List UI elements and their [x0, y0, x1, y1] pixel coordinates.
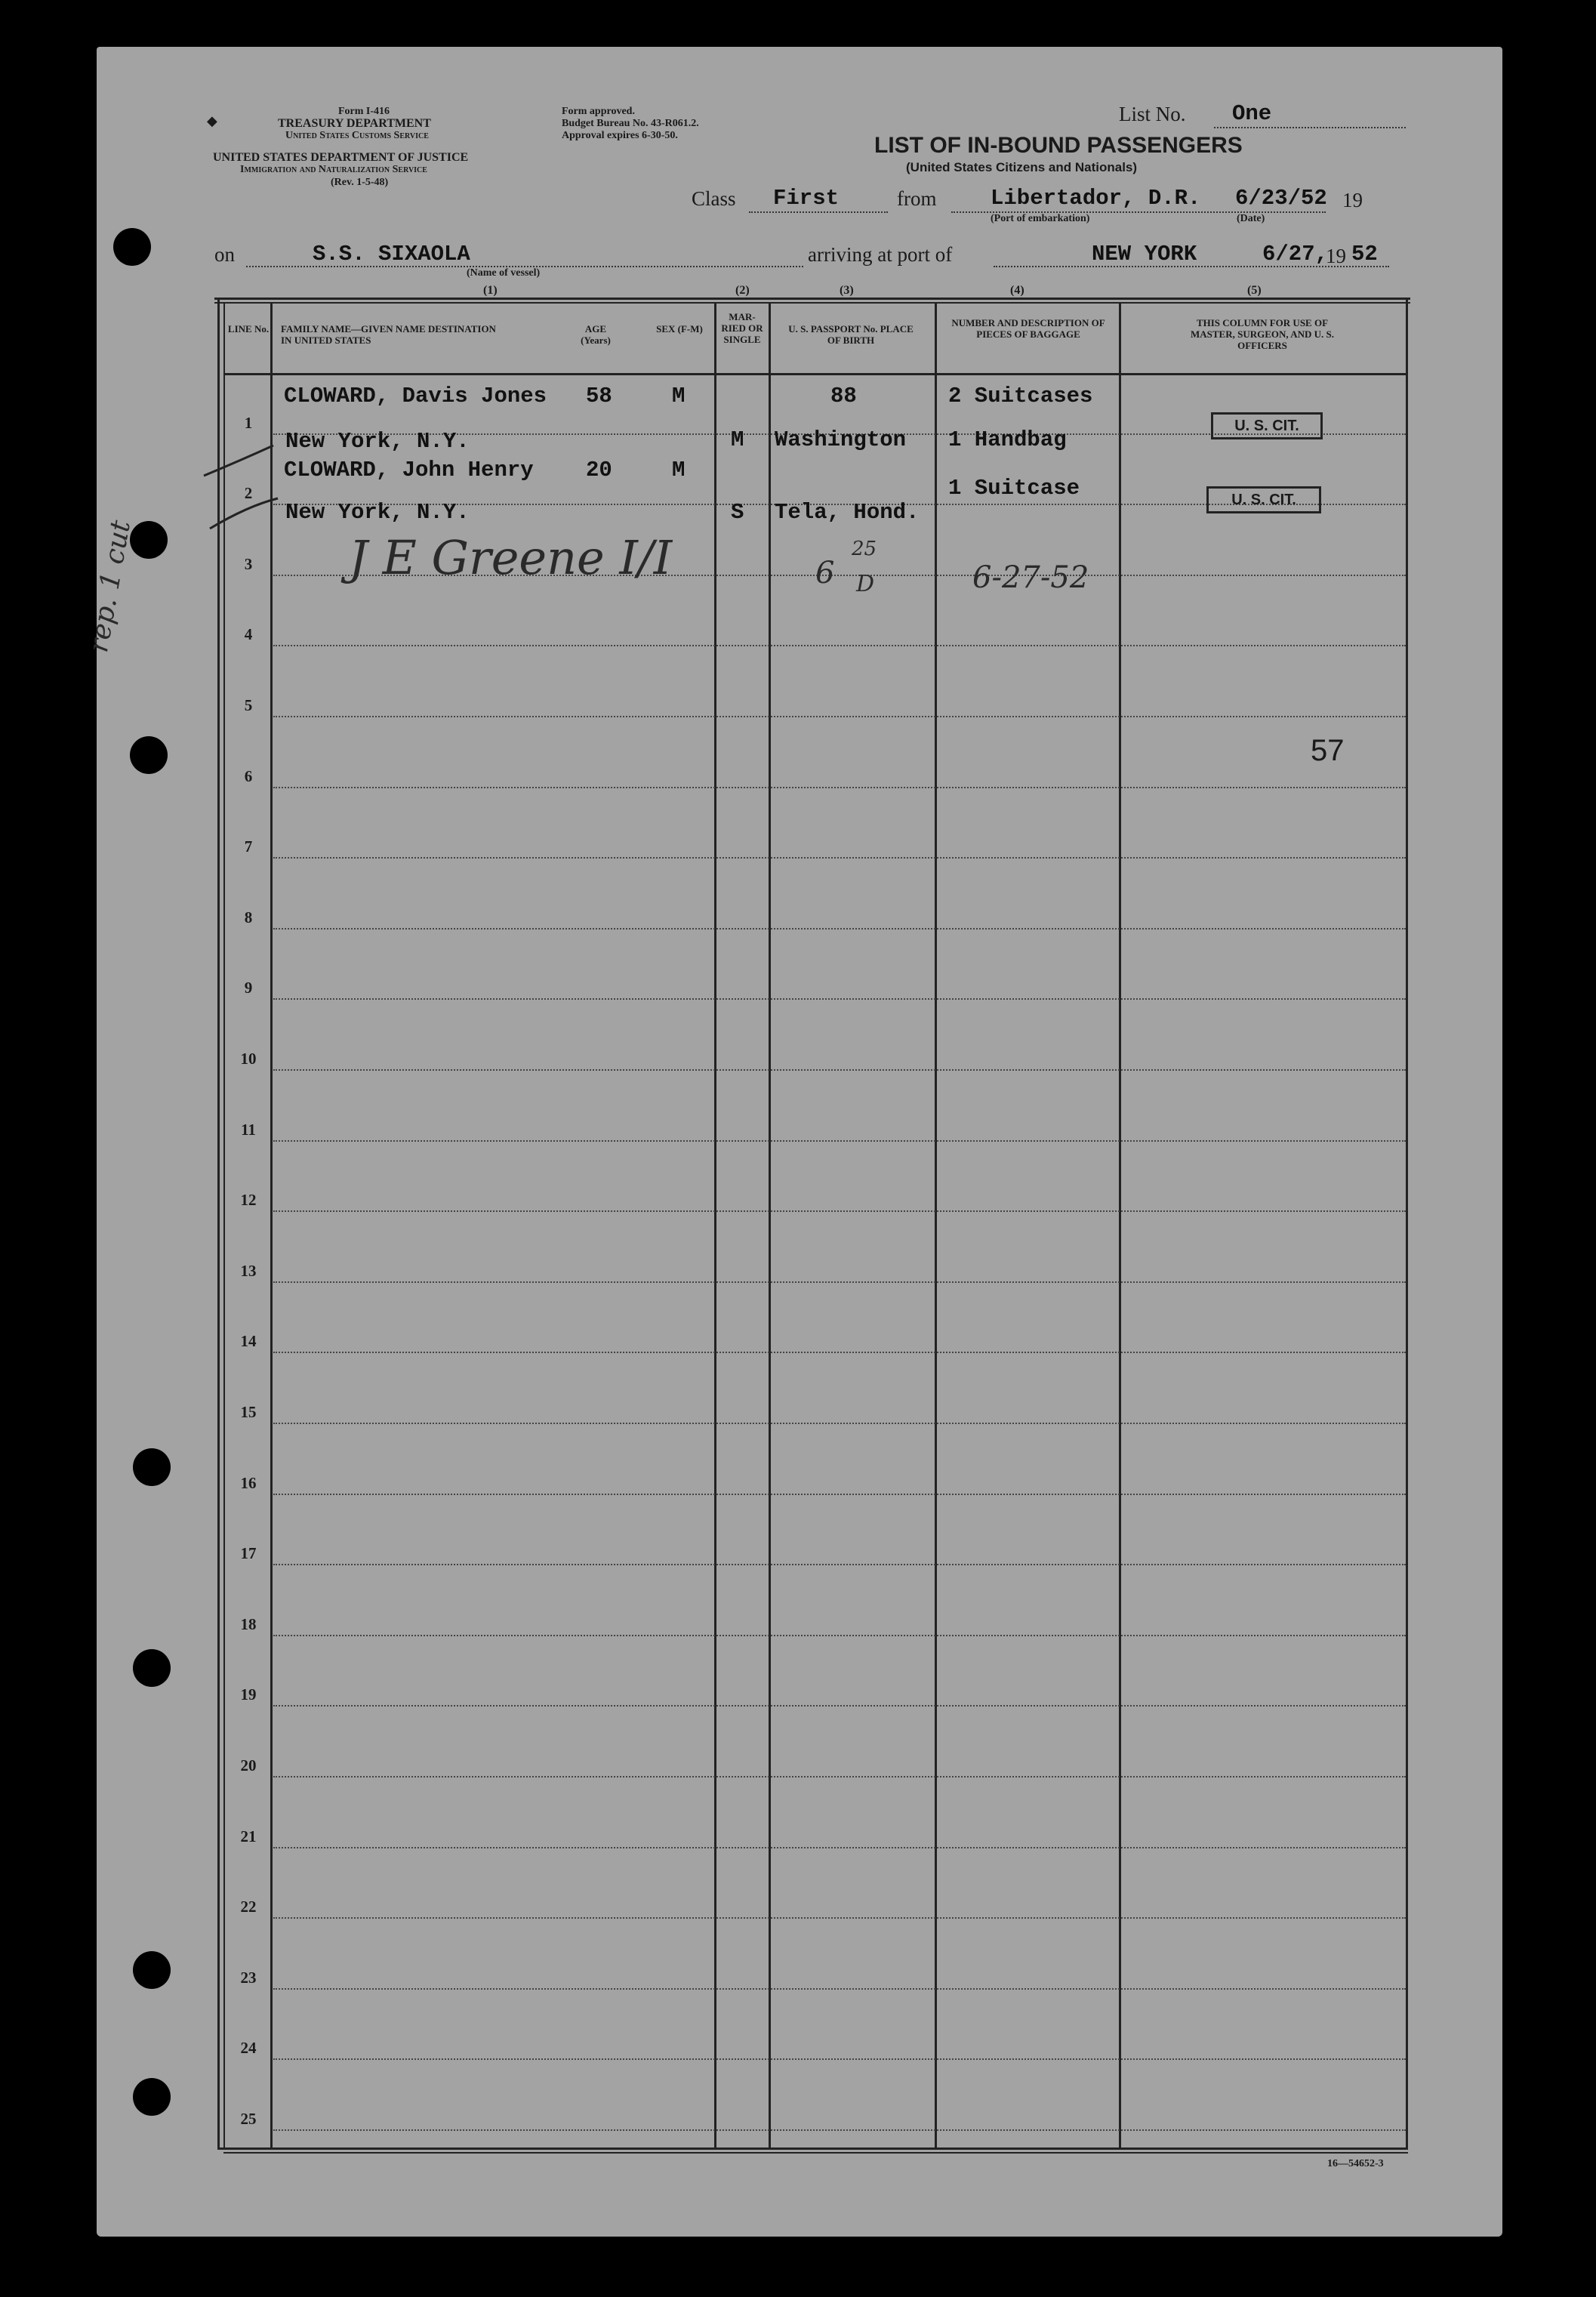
signature-number: 6	[815, 556, 835, 590]
row-number: 11	[241, 1121, 256, 1139]
approval-expires: Approval expires 6-30-50.	[562, 130, 678, 141]
passenger-sex: M	[672, 384, 686, 409]
row-number: 2	[244, 484, 253, 502]
table-top-rule	[214, 298, 1410, 300]
row-number: 19	[240, 1685, 257, 1703]
passenger-baggage: 1 Suitcase	[948, 476, 1080, 501]
row-ruling	[273, 1776, 1406, 1777]
passenger-name: CLOWARD, John Henry	[284, 458, 534, 483]
signature-fraction-top: 25	[852, 538, 877, 560]
row-number: 1	[244, 414, 253, 432]
header-divider	[223, 373, 1406, 375]
passenger-age: 20	[586, 458, 612, 483]
row-number: 17	[240, 1544, 257, 1562]
table-left-border	[217, 298, 220, 2149]
revision-date: (Rev. 1-5-48)	[331, 177, 389, 188]
signature-fraction-bottom: D	[856, 571, 875, 597]
row-ruling	[273, 1210, 1406, 1212]
passenger-marital-status: S	[731, 500, 744, 525]
treasury-department: TREASURY DEPARTMENT	[278, 117, 431, 130]
row-ruling	[273, 1988, 1406, 1990]
row-number: 12	[240, 1191, 257, 1209]
row-ruling	[273, 1635, 1406, 1636]
arrival-year-prefix: 19	[1326, 245, 1346, 267]
class-line	[749, 211, 888, 213]
row-ruling	[273, 1281, 1406, 1283]
table-bottom-rule	[217, 2147, 1408, 2150]
on-label: on	[214, 243, 235, 266]
vessel-caption: (Name of vessel)	[467, 267, 541, 279]
form-approved: Form approved.	[562, 106, 635, 117]
row-ruling	[273, 645, 1406, 646]
print-code: 16—54652-3	[1327, 2158, 1384, 2169]
row-number: 10	[240, 1050, 257, 1068]
row-ruling	[273, 1423, 1406, 1424]
row-ruling	[273, 857, 1406, 859]
document-sheet	[97, 47, 1502, 2237]
form-number: Form I-416	[338, 106, 390, 117]
row-ruling	[273, 2129, 1406, 2131]
row-ruling	[273, 928, 1406, 930]
row-number: 22	[240, 1898, 257, 1916]
embarkation-date: 6/23/52	[1235, 186, 1327, 211]
budget-bureau: Budget Bureau No. 43-R061.2.	[562, 118, 699, 129]
row-number: 8	[244, 908, 253, 927]
row-ruling	[273, 1352, 1406, 1353]
margin-note: rep. 1 cut	[83, 518, 137, 655]
row-number: 15	[240, 1403, 257, 1421]
row-number: 13	[240, 1262, 257, 1280]
check-mark-icon	[195, 430, 285, 536]
punch-hole	[113, 228, 151, 266]
row-number: 20	[240, 1756, 257, 1774]
divider-married-col	[769, 302, 771, 2147]
passenger-baggage: 2 Suitcases	[948, 384, 1093, 409]
inspector-signature: J E Greene I/I	[349, 530, 673, 585]
column-header-age: AGE (Years)	[581, 323, 611, 346]
column-number: (1)	[483, 284, 498, 297]
column-header-name: FAMILY NAME—GIVEN NAME DESTINATION IN UNITED STATES	[281, 323, 496, 346]
us-citizen-stamp: U. S. CIT.	[1211, 412, 1323, 439]
embarkation-port: Libertador, D.R.	[991, 186, 1201, 211]
list-no-label: List No.	[1119, 103, 1186, 125]
vessel-name: S.S. SIXAOLA	[313, 242, 470, 267]
row-number: 24	[240, 2039, 257, 2057]
bullet-mark: ◆	[207, 113, 217, 128]
arrival-date: 6/27,	[1262, 242, 1329, 267]
arrival-port: NEW YORK	[1092, 242, 1197, 267]
immigration-service: Immigration and Naturalization Service	[240, 164, 427, 175]
class-value: First	[773, 186, 840, 211]
divider-line-col	[270, 302, 273, 2147]
column-header-baggage: NUMBER AND DESCRIPTION OF PIECES OF BAGGAGE	[951, 317, 1105, 340]
embarkation-year-prefix: 19	[1342, 189, 1363, 211]
row-number: 21	[240, 1827, 257, 1845]
row-number: 7	[244, 837, 253, 856]
from-label: from	[897, 187, 937, 210]
passenger-destination: New York, N.Y.	[285, 429, 470, 454]
row-number: 23	[240, 1969, 257, 1987]
punch-hole	[130, 736, 168, 774]
row-number: 9	[244, 979, 253, 997]
signature-date: 6-27-52	[972, 560, 1089, 595]
class-label: Class	[692, 187, 736, 210]
row-number: 5	[244, 696, 253, 714]
row-ruling	[273, 2058, 1406, 2060]
row-number: 6	[244, 767, 253, 785]
row-ruling	[273, 1847, 1406, 1848]
passenger-destination: New York, N.Y.	[285, 500, 470, 525]
passenger-birthplace: Washington	[775, 427, 907, 452]
row-number: 4	[244, 625, 253, 643]
column-header-officers: THIS COLUMN FOR USE OF MASTER, SURGEON, AND U. S. OFFICERS	[1191, 317, 1334, 351]
row-number: 3	[244, 555, 253, 573]
customs-service: United States Customs Service	[285, 130, 429, 141]
row-ruling	[273, 1494, 1406, 1495]
column-header-line: LINE No.	[227, 323, 270, 335]
list-no-line	[1214, 127, 1406, 128]
row-ruling	[273, 1069, 1406, 1071]
column-number: (2)	[735, 284, 750, 297]
row-number: 18	[240, 1615, 257, 1633]
divider-baggage-col	[1119, 302, 1121, 2147]
passenger-marital-status: M	[731, 427, 744, 452]
passenger-birthplace: Tela, Hond.	[775, 500, 920, 525]
table-right-border	[1406, 298, 1408, 2149]
date-caption: (Date)	[1237, 213, 1265, 224]
punch-hole	[133, 1951, 171, 1989]
table-left-border-2	[223, 302, 225, 2149]
table-bottom-rule-2	[223, 2152, 1408, 2154]
us-citizen-stamp: U. S. CIT.	[1206, 486, 1321, 513]
column-header-sex: SEX (F-M)	[656, 323, 703, 335]
punch-hole	[133, 1448, 171, 1486]
divider-passport-col	[935, 302, 937, 2147]
row-ruling	[273, 1917, 1406, 1919]
row-ruling	[273, 787, 1406, 788]
passenger-sex: M	[672, 458, 686, 483]
row-ruling	[273, 716, 1406, 717]
page-number: 57	[1311, 734, 1345, 767]
list-no-value: One	[1232, 101, 1272, 126]
port-embarkation-caption: (Port of embarkation)	[991, 213, 1090, 224]
column-number: (3)	[840, 284, 854, 297]
page-title: LIST OF IN-BOUND PASSENGERS	[874, 133, 1243, 158]
passenger-age: 58	[586, 384, 612, 409]
punch-hole	[133, 1649, 171, 1687]
arriving-label: arriving at port of	[808, 243, 953, 266]
column-header-married: MAR-RIED OR SINGLE	[721, 311, 763, 345]
row-ruling	[273, 1705, 1406, 1707]
row-number: 16	[240, 1474, 257, 1492]
row-number: 25	[240, 2110, 257, 2128]
passenger-passport: 88	[830, 384, 857, 409]
page-subtitle: (United States Citizens and Nationals)	[906, 160, 1138, 174]
justice-department: UNITED STATES DEPARTMENT OF JUSTICE	[213, 151, 469, 164]
column-number: (4)	[1010, 284, 1024, 297]
passenger-name: CLOWARD, Davis Jones	[284, 384, 547, 409]
punch-hole	[133, 2078, 171, 2116]
row-ruling	[273, 1564, 1406, 1565]
passenger-baggage: 1 Handbag	[948, 427, 1067, 452]
row-ruling	[273, 998, 1406, 1000]
column-header-passport: U. S. PASSPORT No. PLACE OF BIRTH	[788, 323, 914, 346]
table-top-rule-2	[214, 302, 1410, 304]
row-ruling	[273, 1140, 1406, 1142]
divider-name-col	[714, 302, 716, 2147]
column-number: (5)	[1247, 284, 1262, 297]
arrival-year: 52	[1351, 242, 1378, 267]
row-number: 14	[240, 1332, 257, 1350]
